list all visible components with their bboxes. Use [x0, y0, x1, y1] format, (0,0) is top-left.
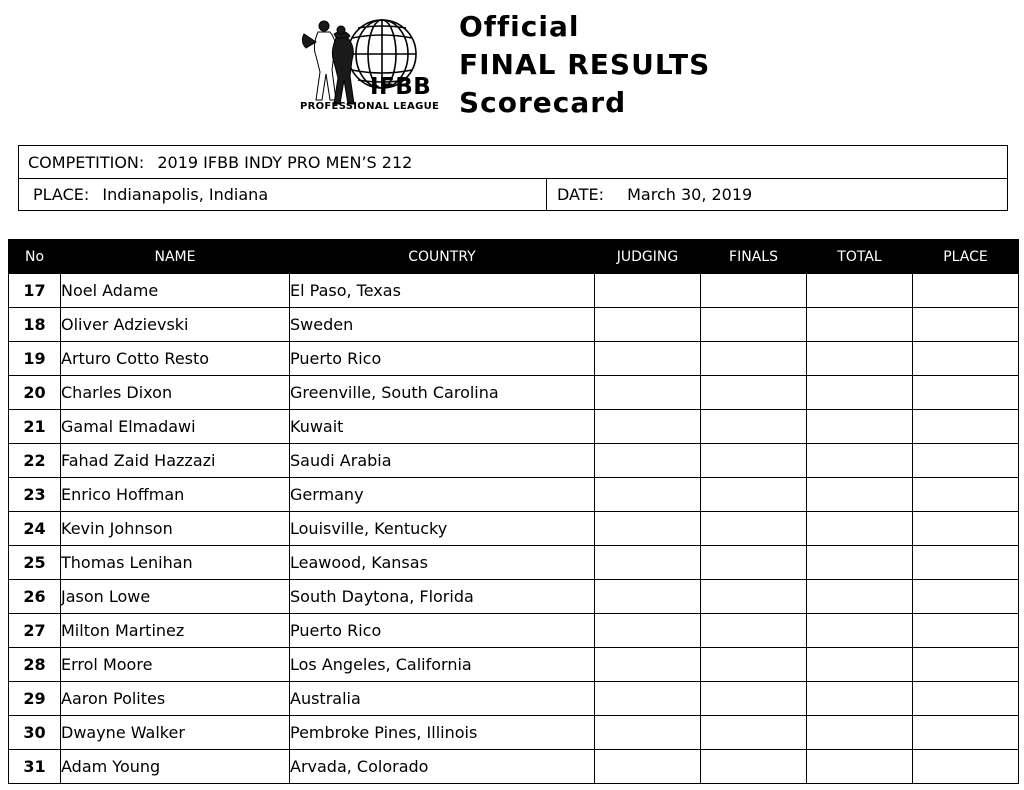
table-row: [9, 750, 1019, 784]
place-cell: [913, 444, 1019, 478]
competitor-name: Kevin Johnson: [61, 512, 290, 546]
competitor-number: 19: [9, 342, 61, 376]
competitor-name: Milton Martinez: [61, 614, 290, 648]
place-cell: [913, 614, 1019, 648]
date-label: DATE:: [557, 185, 605, 204]
finals-cell: [701, 376, 807, 410]
competitor-number: 22: [9, 444, 61, 478]
competitor-name: Charles Dixon: [61, 376, 290, 410]
competitor-country: Saudi Arabia: [290, 444, 595, 478]
logo-professional-league-text: PROFESSIONAL LEAGUE: [300, 101, 440, 112]
title-line-final-results: FINAL RESULTS: [459, 48, 711, 81]
place-cell: [913, 376, 1019, 410]
table-row: [9, 478, 1019, 512]
judging-cell: [595, 546, 701, 580]
total-cell: [807, 648, 913, 682]
competitor-number: 23: [9, 478, 61, 512]
total-cell: [807, 716, 913, 750]
finals-cell: [701, 580, 807, 614]
place-cell: [913, 478, 1019, 512]
judging-cell: [595, 648, 701, 682]
header-judging: JUDGING: [595, 240, 701, 274]
header-no: No: [9, 240, 61, 274]
table-header-row: [9, 240, 1019, 274]
competitor-number: 21: [9, 410, 61, 444]
finals-cell: [701, 546, 807, 580]
table-row: [9, 580, 1019, 614]
place-date-row: [19, 179, 1007, 211]
table-row: [9, 682, 1019, 716]
table-row: [9, 274, 1019, 308]
date-cell: [547, 179, 752, 211]
judging-cell: [595, 580, 701, 614]
competition-label: COMPETITION:: [28, 153, 145, 172]
judging-cell: [595, 478, 701, 512]
finals-cell: [701, 308, 807, 342]
judging-cell: [595, 342, 701, 376]
table-row: [9, 342, 1019, 376]
judging-cell: [595, 308, 701, 342]
total-cell: [807, 342, 913, 376]
place-label: PLACE:: [33, 185, 90, 204]
competitor-number: 31: [9, 750, 61, 784]
page-title: [459, 8, 710, 122]
competitor-name: Enrico Hoffman: [61, 478, 290, 512]
finals-cell: [701, 444, 807, 478]
judging-cell: [595, 716, 701, 750]
judging-cell: [595, 376, 701, 410]
competitor-country: Louisville, Kentucky: [290, 512, 595, 546]
competitor-country: Los Angeles, California: [290, 648, 595, 682]
total-cell: [807, 546, 913, 580]
place-cell: [913, 342, 1019, 376]
competitor-number: 20: [9, 376, 61, 410]
place-cell: [913, 580, 1019, 614]
total-cell: [807, 376, 913, 410]
finals-cell: [701, 614, 807, 648]
competitor-name: Errol Moore: [61, 648, 290, 682]
table-row: [9, 308, 1019, 342]
finals-cell: [701, 512, 807, 546]
total-cell: [807, 750, 913, 784]
results-table: [8, 239, 1019, 784]
total-cell: [807, 308, 913, 342]
place-cell: [19, 179, 547, 211]
competitor-country: El Paso, Texas: [290, 274, 595, 308]
total-cell: [807, 512, 913, 546]
competitor-name: Noel Adame: [61, 274, 290, 308]
place-cell: [913, 546, 1019, 580]
total-cell: [807, 444, 913, 478]
table-row: [9, 614, 1019, 648]
competitor-country: Leawood, Kansas: [290, 546, 595, 580]
competitor-name: Dwayne Walker: [61, 716, 290, 750]
table-row: [9, 512, 1019, 546]
competitor-number: 24: [9, 512, 61, 546]
judging-cell: [595, 750, 701, 784]
competitor-number: 18: [9, 308, 61, 342]
competitor-country: Arvada, Colorado: [290, 750, 595, 784]
competitor-country: Kuwait: [290, 410, 595, 444]
title-line-official: Official: [459, 10, 580, 43]
competitor-number: 25: [9, 546, 61, 580]
place-cell: [913, 682, 1019, 716]
place-value: Indianapolis, Indiana: [102, 185, 269, 204]
header-place: PLACE: [913, 240, 1019, 274]
results-body: [9, 274, 1019, 784]
judging-cell: [595, 512, 701, 546]
header-total: TOTAL: [807, 240, 913, 274]
judging-cell: [595, 444, 701, 478]
competitor-number: 28: [9, 648, 61, 682]
judging-cell: [595, 614, 701, 648]
finals-cell: [701, 648, 807, 682]
total-cell: [807, 614, 913, 648]
total-cell: [807, 682, 913, 716]
competitor-name: Fahad Zaid Hazzazi: [61, 444, 290, 478]
judging-cell: [595, 410, 701, 444]
competitor-country: Australia: [290, 682, 595, 716]
table-row: [9, 648, 1019, 682]
competitor-name: Gamal Elmadawi: [61, 410, 290, 444]
place-cell: [913, 410, 1019, 444]
table-row: [9, 376, 1019, 410]
competitor-country: Sweden: [290, 308, 595, 342]
competitor-country: Puerto Rico: [290, 614, 595, 648]
table-row: [9, 444, 1019, 478]
header-country: COUNTRY: [290, 240, 595, 274]
competitor-country: Germany: [290, 478, 595, 512]
total-cell: [807, 274, 913, 308]
table-row: [9, 716, 1019, 750]
finals-cell: [701, 342, 807, 376]
table-row: [9, 410, 1019, 444]
date-value: March 30, 2019: [627, 185, 753, 204]
judging-cell: [595, 682, 701, 716]
table-row: [9, 546, 1019, 580]
competitor-country: South Daytona, Florida: [290, 580, 595, 614]
competitor-number: 29: [9, 682, 61, 716]
logo-ifbb-text: IFBB: [370, 74, 432, 100]
header-finals: FINALS: [701, 240, 807, 274]
finals-cell: [701, 716, 807, 750]
competitor-country: Pembroke Pines, Illinois: [290, 716, 595, 750]
finals-cell: [701, 750, 807, 784]
finals-cell: [701, 478, 807, 512]
competitor-name: Jason Lowe: [61, 580, 290, 614]
title-line-scorecard: Scorecard: [459, 86, 627, 119]
competitor-name: Arturo Cotto Resto: [61, 342, 290, 376]
place-cell: [913, 512, 1019, 546]
place-cell: [913, 648, 1019, 682]
total-cell: [807, 478, 913, 512]
competitor-name: Oliver Adzievski: [61, 308, 290, 342]
finals-cell: [701, 274, 807, 308]
total-cell: [807, 410, 913, 444]
competitor-country: Puerto Rico: [290, 342, 595, 376]
competitor-number: 17: [9, 274, 61, 308]
competitor-country: Greenville, South Carolina: [290, 376, 595, 410]
place-cell: [913, 750, 1019, 784]
finals-cell: [701, 682, 807, 716]
header-name: NAME: [61, 240, 290, 274]
place-cell: [913, 716, 1019, 750]
competition-info-box: [18, 145, 1008, 211]
place-cell: [913, 308, 1019, 342]
competitor-number: 26: [9, 580, 61, 614]
judging-cell: [595, 274, 701, 308]
competitor-number: 27: [9, 614, 61, 648]
competitor-name: Adam Young: [61, 750, 290, 784]
competition-row: [19, 146, 1007, 179]
total-cell: [807, 580, 913, 614]
competitor-name: Thomas Lenihan: [61, 546, 290, 580]
competition-value: 2019 IFBB INDY PRO MEN’S 212: [157, 153, 413, 172]
place-cell: [913, 274, 1019, 308]
finals-cell: [701, 410, 807, 444]
competitor-number: 30: [9, 716, 61, 750]
competitor-name: Aaron Polites: [61, 682, 290, 716]
